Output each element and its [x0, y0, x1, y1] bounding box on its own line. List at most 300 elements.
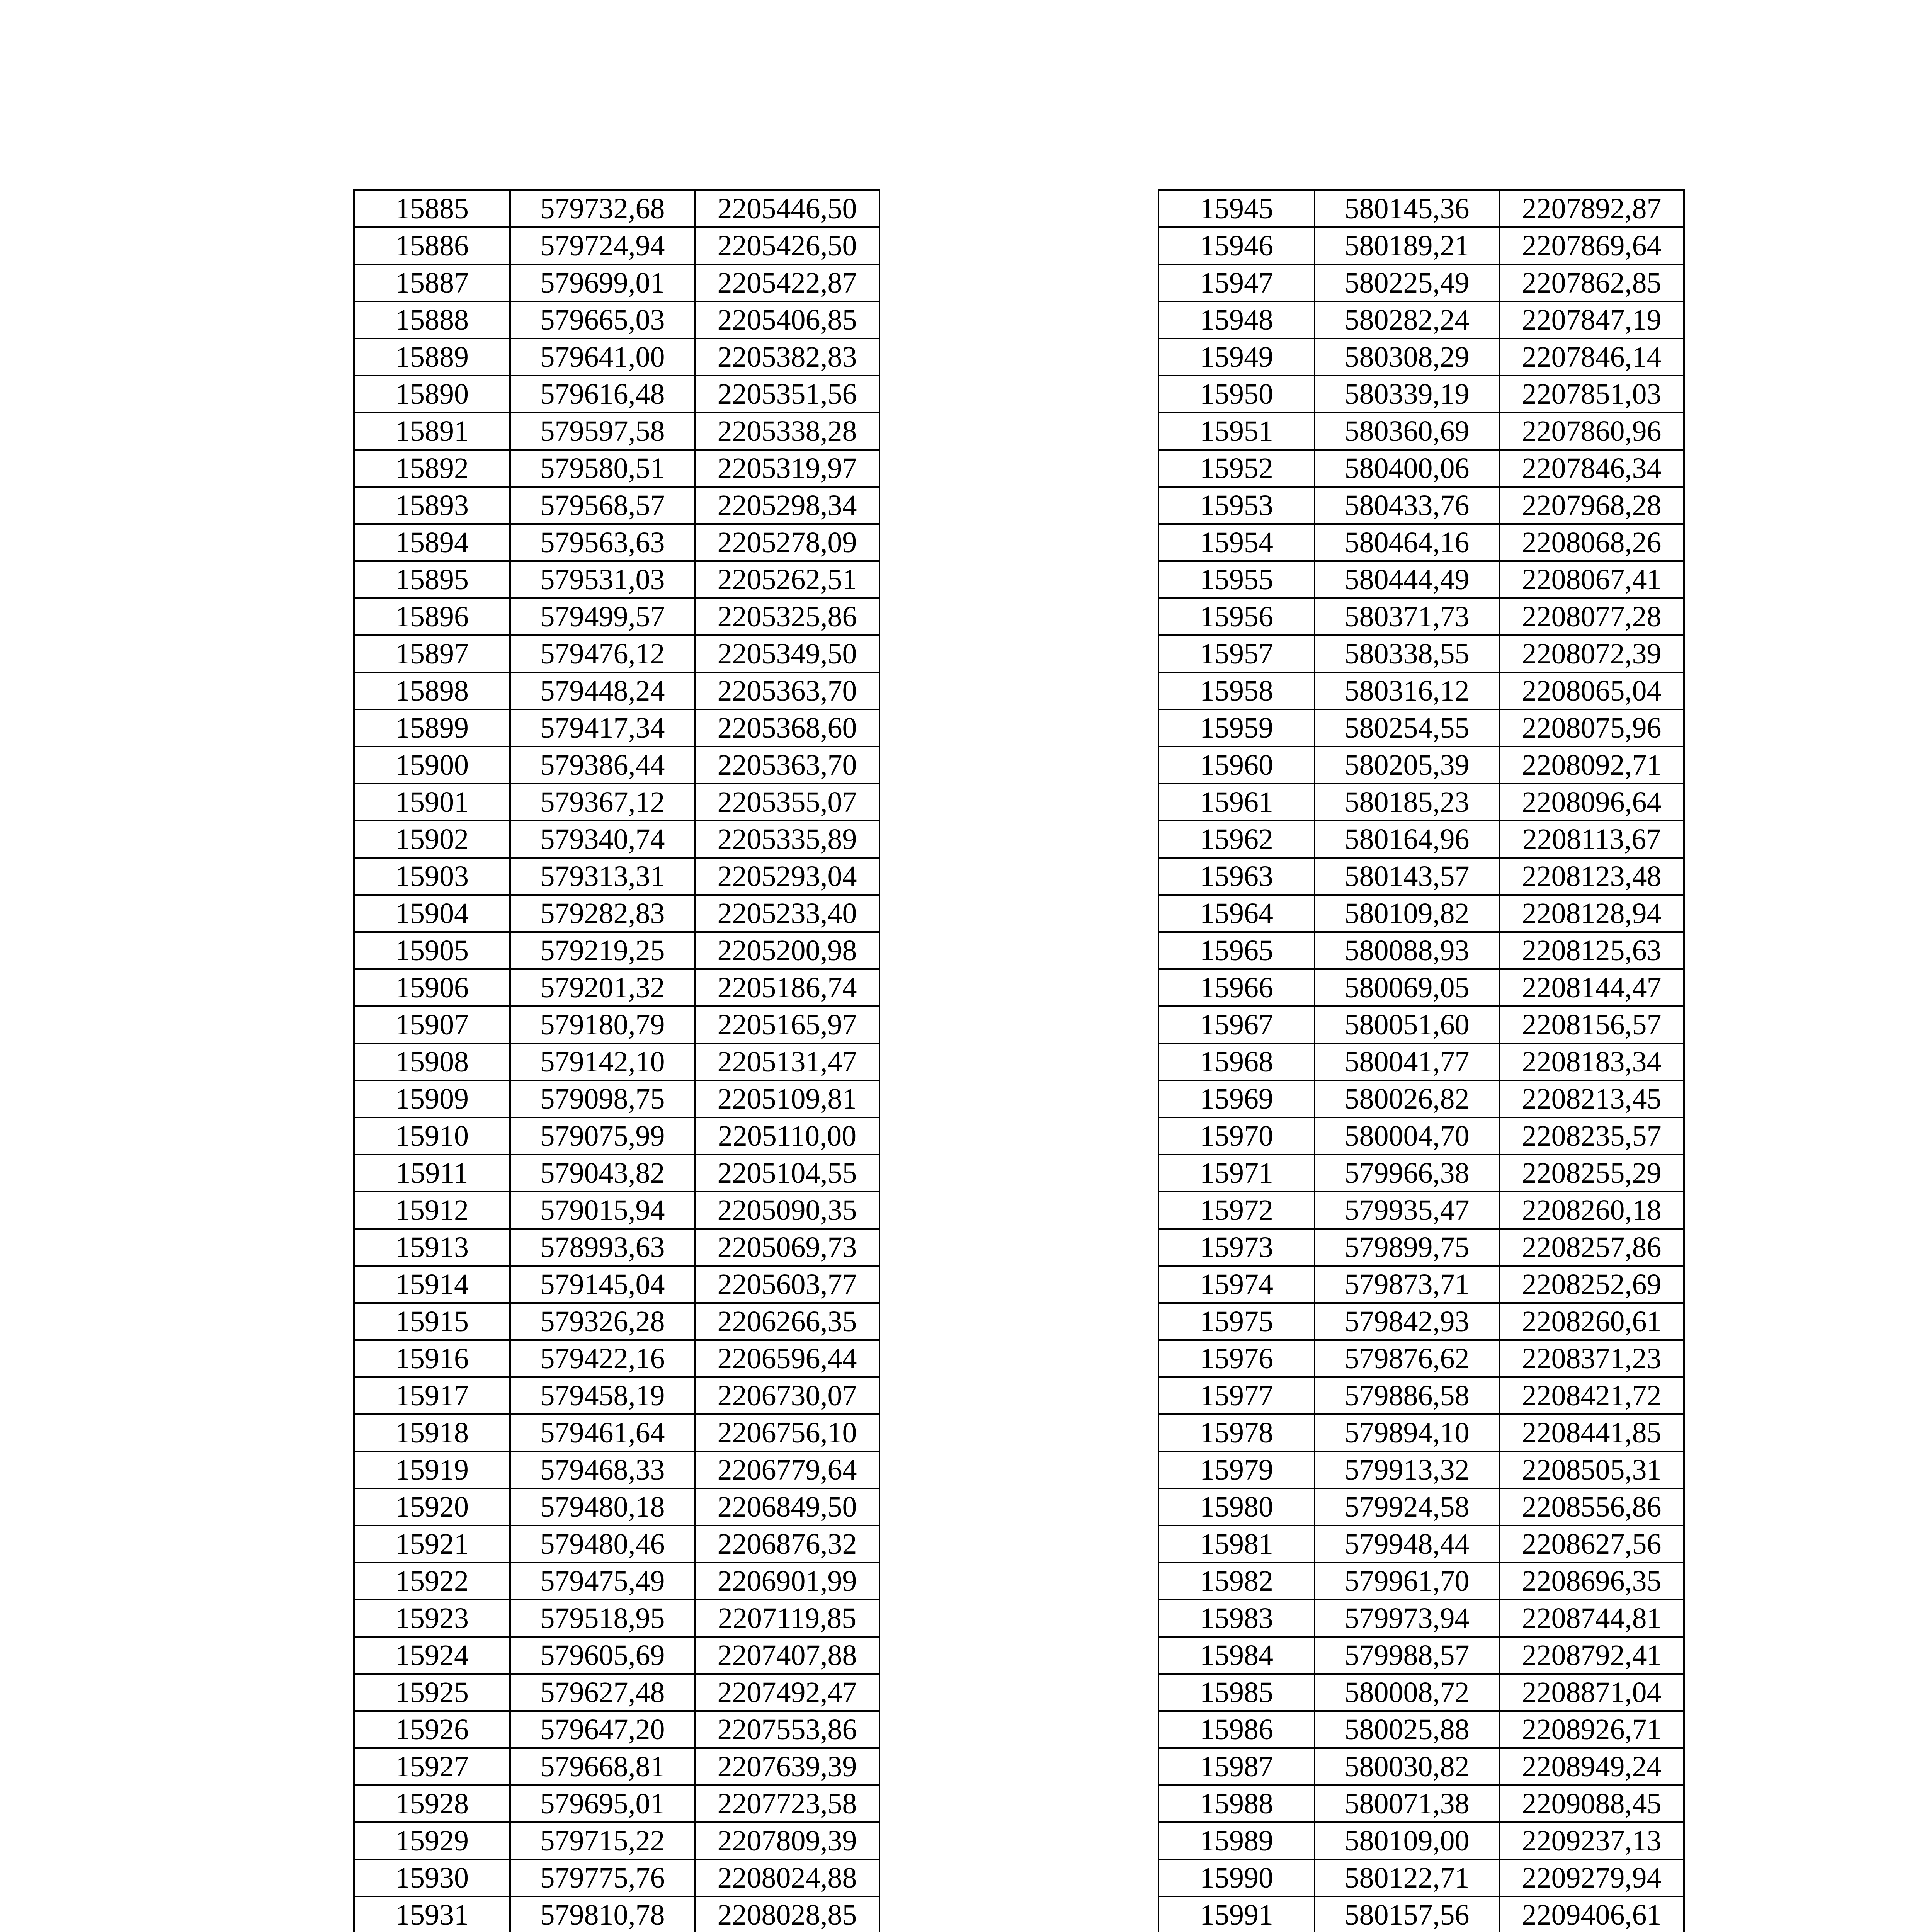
- point-number-cell: 15945: [1158, 190, 1315, 227]
- table-row: [1158, 1451, 1684, 1488]
- y-coordinate-cell: 2205426,50: [695, 227, 879, 264]
- x-coordinate-cell: 579340,74: [510, 821, 695, 858]
- point-number-cell: 15964: [1158, 895, 1315, 932]
- x-coordinate-cell: 580088,93: [1315, 932, 1499, 969]
- table-row: [354, 1377, 879, 1414]
- y-coordinate-cell: 2208067,41: [1499, 561, 1684, 598]
- table-row: [1158, 413, 1684, 450]
- x-coordinate-cell: 579180,79: [510, 1006, 695, 1043]
- point-number-cell: 15978: [1158, 1414, 1315, 1451]
- x-coordinate-cell: 580145,36: [1315, 190, 1499, 227]
- y-coordinate-cell: 2206779,64: [695, 1451, 879, 1488]
- x-coordinate-cell: 580157,56: [1315, 1896, 1499, 1932]
- table-row: [354, 821, 879, 858]
- y-coordinate-cell: 2205298,34: [695, 487, 879, 524]
- point-number-cell: 15951: [1158, 413, 1315, 450]
- point-number-cell: 15896: [354, 598, 510, 635]
- table-row: [1158, 1080, 1684, 1117]
- point-number-cell: 15891: [354, 413, 510, 450]
- y-coordinate-cell: 2208065,04: [1499, 672, 1684, 709]
- point-number-cell: 15928: [354, 1785, 510, 1822]
- point-number-cell: 15980: [1158, 1488, 1315, 1526]
- x-coordinate-cell: 579531,03: [510, 561, 695, 598]
- x-coordinate-cell: 579145,04: [510, 1266, 695, 1303]
- point-number-cell: 15958: [1158, 672, 1315, 709]
- table-row: [354, 1155, 879, 1192]
- table-row: [354, 1043, 879, 1080]
- point-number-cell: 15904: [354, 895, 510, 932]
- table-row: [354, 1785, 879, 1822]
- table-row: [1158, 1822, 1684, 1859]
- y-coordinate-cell: 2207892,87: [1499, 190, 1684, 227]
- point-number-cell: 15903: [354, 858, 510, 895]
- coordinate-table-left-body: [354, 190, 879, 1932]
- table-row: [1158, 1229, 1684, 1266]
- y-coordinate-cell: 2206901,99: [695, 1563, 879, 1600]
- point-number-cell: 15902: [354, 821, 510, 858]
- point-number-cell: 15910: [354, 1117, 510, 1155]
- table-row: [1158, 487, 1684, 524]
- point-number-cell: 15889: [354, 338, 510, 376]
- point-number-cell: 15949: [1158, 338, 1315, 376]
- point-number-cell: 15913: [354, 1229, 510, 1266]
- y-coordinate-cell: 2205603,77: [695, 1266, 879, 1303]
- table-row: [1158, 1711, 1684, 1748]
- table-row: [354, 1080, 879, 1117]
- x-coordinate-cell: 579699,01: [510, 264, 695, 301]
- table-row: [1158, 784, 1684, 821]
- table-row: [354, 709, 879, 747]
- point-number-cell: 15967: [1158, 1006, 1315, 1043]
- y-coordinate-cell: 2207847,19: [1499, 301, 1684, 338]
- table-row: [1158, 450, 1684, 487]
- x-coordinate-cell: 579098,75: [510, 1080, 695, 1117]
- y-coordinate-cell: 2208213,45: [1499, 1080, 1684, 1117]
- point-number-cell: 15885: [354, 190, 510, 227]
- x-coordinate-cell: 579886,58: [1315, 1377, 1499, 1414]
- x-coordinate-cell: 580316,12: [1315, 672, 1499, 709]
- point-number-cell: 15899: [354, 709, 510, 747]
- table-row: [354, 1192, 879, 1229]
- point-number-cell: 15908: [354, 1043, 510, 1080]
- point-number-cell: 15952: [1158, 450, 1315, 487]
- y-coordinate-cell: 2207407,88: [695, 1637, 879, 1674]
- point-number-cell: 15886: [354, 227, 510, 264]
- x-coordinate-cell: 580109,00: [1315, 1822, 1499, 1859]
- x-coordinate-cell: 580008,72: [1315, 1674, 1499, 1711]
- point-number-cell: 15986: [1158, 1711, 1315, 1748]
- x-coordinate-cell: 579665,03: [510, 301, 695, 338]
- x-coordinate-cell: 580189,21: [1315, 227, 1499, 264]
- point-number-cell: 15919: [354, 1451, 510, 1488]
- table-row: [354, 227, 879, 264]
- x-coordinate-cell: 580338,55: [1315, 635, 1499, 672]
- table-row: [354, 1711, 879, 1748]
- y-coordinate-cell: 2206730,07: [695, 1377, 879, 1414]
- table-row: [1158, 969, 1684, 1006]
- x-coordinate-cell: 580444,49: [1315, 561, 1499, 598]
- table-row: [354, 1822, 879, 1859]
- point-number-cell: 15892: [354, 450, 510, 487]
- table-row: [354, 1748, 879, 1785]
- x-coordinate-cell: 579988,57: [1315, 1637, 1499, 1674]
- y-coordinate-cell: 2207851,03: [1499, 376, 1684, 413]
- y-coordinate-cell: 2208260,18: [1499, 1192, 1684, 1229]
- table-row: [354, 1896, 879, 1932]
- table-row: [354, 338, 879, 376]
- table-row: [1158, 1192, 1684, 1229]
- x-coordinate-cell: 579461,64: [510, 1414, 695, 1451]
- point-number-cell: 15925: [354, 1674, 510, 1711]
- x-coordinate-cell: 580400,06: [1315, 450, 1499, 487]
- point-number-cell: 15984: [1158, 1637, 1315, 1674]
- table-row: [354, 784, 879, 821]
- point-number-cell: 15923: [354, 1600, 510, 1637]
- table-row: [1158, 1377, 1684, 1414]
- x-coordinate-cell: 579367,12: [510, 784, 695, 821]
- point-number-cell: 15888: [354, 301, 510, 338]
- x-coordinate-cell: 580041,77: [1315, 1043, 1499, 1080]
- y-coordinate-cell: 2205368,60: [695, 709, 879, 747]
- y-coordinate-cell: 2208871,04: [1499, 1674, 1684, 1711]
- coordinate-table-left: [353, 189, 880, 1932]
- point-number-cell: 15926: [354, 1711, 510, 1748]
- point-number-cell: 15954: [1158, 524, 1315, 561]
- y-coordinate-cell: 2207846,14: [1499, 338, 1684, 376]
- y-coordinate-cell: 2208257,86: [1499, 1229, 1684, 1266]
- table-row: [1158, 598, 1684, 635]
- y-coordinate-cell: 2205351,56: [695, 376, 879, 413]
- point-number-cell: 15989: [1158, 1822, 1315, 1859]
- x-coordinate-cell: 579142,10: [510, 1043, 695, 1080]
- table-row: [354, 1637, 879, 1674]
- x-coordinate-cell: 580109,82: [1315, 895, 1499, 932]
- table-row: [354, 1563, 879, 1600]
- table-row: [1158, 747, 1684, 784]
- x-coordinate-cell: 580164,96: [1315, 821, 1499, 858]
- y-coordinate-cell: 2208255,29: [1499, 1155, 1684, 1192]
- y-coordinate-cell: 2205446,50: [695, 190, 879, 227]
- point-number-cell: 15959: [1158, 709, 1315, 747]
- table-row: [1158, 1043, 1684, 1080]
- y-coordinate-cell: 2206596,44: [695, 1340, 879, 1377]
- x-coordinate-cell: 579924,58: [1315, 1488, 1499, 1526]
- x-coordinate-cell: 579668,81: [510, 1748, 695, 1785]
- point-number-cell: 15920: [354, 1488, 510, 1526]
- point-number-cell: 15907: [354, 1006, 510, 1043]
- x-coordinate-cell: 579695,01: [510, 1785, 695, 1822]
- x-coordinate-cell: 579480,46: [510, 1526, 695, 1563]
- point-number-cell: 15976: [1158, 1340, 1315, 1377]
- x-coordinate-cell: 579973,94: [1315, 1600, 1499, 1637]
- y-coordinate-cell: 2205110,00: [695, 1117, 879, 1155]
- table-row: [1158, 821, 1684, 858]
- y-coordinate-cell: 2209088,45: [1499, 1785, 1684, 1822]
- table-row: [354, 1266, 879, 1303]
- table-row: [1158, 264, 1684, 301]
- table-row: [1158, 1414, 1684, 1451]
- x-coordinate-cell: 579518,95: [510, 1600, 695, 1637]
- x-coordinate-cell: 580185,23: [1315, 784, 1499, 821]
- x-coordinate-cell: 580004,70: [1315, 1117, 1499, 1155]
- x-coordinate-cell: 579015,94: [510, 1192, 695, 1229]
- y-coordinate-cell: 2208926,71: [1499, 1711, 1684, 1748]
- table-row: [1158, 1637, 1684, 1674]
- table-row: [354, 487, 879, 524]
- x-coordinate-cell: 578993,63: [510, 1229, 695, 1266]
- table-row: [354, 895, 879, 932]
- x-coordinate-cell: 579647,20: [510, 1711, 695, 1748]
- x-coordinate-cell: 580371,73: [1315, 598, 1499, 635]
- point-number-cell: 15982: [1158, 1563, 1315, 1600]
- x-coordinate-cell: 579326,28: [510, 1303, 695, 1340]
- y-coordinate-cell: 2208075,96: [1499, 709, 1684, 747]
- y-coordinate-cell: 2207809,39: [695, 1822, 879, 1859]
- x-coordinate-cell: 579417,34: [510, 709, 695, 747]
- y-coordinate-cell: 2205335,89: [695, 821, 879, 858]
- x-coordinate-cell: 579476,12: [510, 635, 695, 672]
- y-coordinate-cell: 2208505,31: [1499, 1451, 1684, 1488]
- y-coordinate-cell: 2208252,69: [1499, 1266, 1684, 1303]
- point-number-cell: 15974: [1158, 1266, 1315, 1303]
- y-coordinate-cell: 2205069,73: [695, 1229, 879, 1266]
- table-row: [1158, 858, 1684, 895]
- x-coordinate-cell: 579580,51: [510, 450, 695, 487]
- x-coordinate-cell: 579732,68: [510, 190, 695, 227]
- table-row: [354, 1526, 879, 1563]
- x-coordinate-cell: 579724,94: [510, 227, 695, 264]
- y-coordinate-cell: 2207860,96: [1499, 413, 1684, 450]
- table-row: [354, 524, 879, 561]
- y-coordinate-cell: 2208113,67: [1499, 821, 1684, 858]
- x-coordinate-cell: 580308,29: [1315, 338, 1499, 376]
- x-coordinate-cell: 580071,38: [1315, 1785, 1499, 1822]
- y-coordinate-cell: 2208077,28: [1499, 598, 1684, 635]
- point-number-cell: 15990: [1158, 1859, 1315, 1896]
- table-row: [354, 858, 879, 895]
- y-coordinate-cell: 2205319,97: [695, 450, 879, 487]
- point-number-cell: 15963: [1158, 858, 1315, 895]
- x-coordinate-cell: 579468,33: [510, 1451, 695, 1488]
- y-coordinate-cell: 2206849,50: [695, 1488, 879, 1526]
- x-coordinate-cell: 580051,60: [1315, 1006, 1499, 1043]
- table-row: [354, 1488, 879, 1526]
- point-number-cell: 15977: [1158, 1377, 1315, 1414]
- table-row: [1158, 524, 1684, 561]
- y-coordinate-cell: 2208441,85: [1499, 1414, 1684, 1451]
- y-coordinate-cell: 2205293,04: [695, 858, 879, 895]
- point-number-cell: 15915: [354, 1303, 510, 1340]
- y-coordinate-cell: 2208421,72: [1499, 1377, 1684, 1414]
- y-coordinate-cell: 2208744,81: [1499, 1600, 1684, 1637]
- point-number-cell: 15956: [1158, 598, 1315, 635]
- table-row: [1158, 1896, 1684, 1932]
- table-row: [1158, 1563, 1684, 1600]
- table-row: [1158, 1266, 1684, 1303]
- x-coordinate-cell: 579605,69: [510, 1637, 695, 1674]
- x-coordinate-cell: 579448,24: [510, 672, 695, 709]
- point-number-cell: 15969: [1158, 1080, 1315, 1117]
- y-coordinate-cell: 2205325,86: [695, 598, 879, 635]
- x-coordinate-cell: 580122,71: [1315, 1859, 1499, 1896]
- point-number-cell: 15948: [1158, 301, 1315, 338]
- y-coordinate-cell: 2207553,86: [695, 1711, 879, 1748]
- point-number-cell: 15921: [354, 1526, 510, 1563]
- y-coordinate-cell: 2205278,09: [695, 524, 879, 561]
- table-row: [1158, 1859, 1684, 1896]
- y-coordinate-cell: 2208260,61: [1499, 1303, 1684, 1340]
- table-row: [1158, 190, 1684, 227]
- table-row: [1158, 1785, 1684, 1822]
- table-row: [354, 1600, 879, 1637]
- y-coordinate-cell: 2205109,81: [695, 1080, 879, 1117]
- table-row: [354, 376, 879, 413]
- table-row: [354, 1340, 879, 1377]
- y-coordinate-cell: 2207492,47: [695, 1674, 879, 1711]
- table-row: [1158, 672, 1684, 709]
- y-coordinate-cell: 2207869,64: [1499, 227, 1684, 264]
- table-row: [354, 1117, 879, 1155]
- x-coordinate-cell: 579873,71: [1315, 1266, 1499, 1303]
- x-coordinate-cell: 579894,10: [1315, 1414, 1499, 1451]
- x-coordinate-cell: 579499,57: [510, 598, 695, 635]
- point-number-cell: 15930: [354, 1859, 510, 1896]
- point-number-cell: 15918: [354, 1414, 510, 1451]
- table-row: [354, 190, 879, 227]
- point-number-cell: 15929: [354, 1822, 510, 1859]
- point-number-cell: 15971: [1158, 1155, 1315, 1192]
- table-row: [354, 264, 879, 301]
- point-number-cell: 15916: [354, 1340, 510, 1377]
- y-coordinate-cell: 2209406,61: [1499, 1896, 1684, 1932]
- y-coordinate-cell: 2205363,70: [695, 747, 879, 784]
- x-coordinate-cell: 579935,47: [1315, 1192, 1499, 1229]
- point-number-cell: 15985: [1158, 1674, 1315, 1711]
- y-coordinate-cell: 2208072,39: [1499, 635, 1684, 672]
- table-row: [1158, 1303, 1684, 1340]
- x-coordinate-cell: 579282,83: [510, 895, 695, 932]
- point-number-cell: 15957: [1158, 635, 1315, 672]
- x-coordinate-cell: 579313,31: [510, 858, 695, 895]
- y-coordinate-cell: 2206876,32: [695, 1526, 879, 1563]
- table-row: [1158, 1526, 1684, 1563]
- y-coordinate-cell: 2205104,55: [695, 1155, 879, 1192]
- y-coordinate-cell: 2208028,85: [695, 1896, 879, 1932]
- table-row: [1158, 1117, 1684, 1155]
- x-coordinate-cell: 579715,22: [510, 1822, 695, 1859]
- table-row: [1158, 1674, 1684, 1711]
- point-number-cell: 15972: [1158, 1192, 1315, 1229]
- y-coordinate-cell: 2208144,47: [1499, 969, 1684, 1006]
- point-number-cell: 15947: [1158, 264, 1315, 301]
- x-coordinate-cell: 579043,82: [510, 1155, 695, 1192]
- coordinate-table-right-body: [1158, 190, 1684, 1932]
- y-coordinate-cell: 2208183,34: [1499, 1043, 1684, 1080]
- x-coordinate-cell: 580205,39: [1315, 747, 1499, 784]
- coordinate-table-right: [1158, 189, 1685, 1932]
- x-coordinate-cell: 579075,99: [510, 1117, 695, 1155]
- table-row: [354, 1414, 879, 1451]
- table-row: [1158, 635, 1684, 672]
- y-coordinate-cell: 2205233,40: [695, 895, 879, 932]
- point-number-cell: 15909: [354, 1080, 510, 1117]
- point-number-cell: 15975: [1158, 1303, 1315, 1340]
- point-number-cell: 15887: [354, 264, 510, 301]
- point-number-cell: 15962: [1158, 821, 1315, 858]
- y-coordinate-cell: 2205355,07: [695, 784, 879, 821]
- point-number-cell: 15914: [354, 1266, 510, 1303]
- point-number-cell: 15895: [354, 561, 510, 598]
- point-number-cell: 15970: [1158, 1117, 1315, 1155]
- point-number-cell: 15900: [354, 747, 510, 784]
- x-coordinate-cell: 580339,19: [1315, 376, 1499, 413]
- table-row: [1158, 227, 1684, 264]
- point-number-cell: 15987: [1158, 1748, 1315, 1785]
- y-coordinate-cell: 2205363,70: [695, 672, 879, 709]
- y-coordinate-cell: 2209279,94: [1499, 1859, 1684, 1896]
- y-coordinate-cell: 2205406,85: [695, 301, 879, 338]
- table-row: [354, 1451, 879, 1488]
- y-coordinate-cell: 2208092,71: [1499, 747, 1684, 784]
- point-number-cell: 15905: [354, 932, 510, 969]
- x-coordinate-cell: 579627,48: [510, 1674, 695, 1711]
- x-coordinate-cell: 579568,57: [510, 487, 695, 524]
- x-coordinate-cell: 580254,55: [1315, 709, 1499, 747]
- x-coordinate-cell: 580026,82: [1315, 1080, 1499, 1117]
- point-number-cell: 15912: [354, 1192, 510, 1229]
- point-number-cell: 15917: [354, 1377, 510, 1414]
- table-row: [1158, 895, 1684, 932]
- x-coordinate-cell: 579810,78: [510, 1896, 695, 1932]
- x-coordinate-cell: 579641,00: [510, 338, 695, 376]
- y-coordinate-cell: 2208123,48: [1499, 858, 1684, 895]
- point-number-cell: 15897: [354, 635, 510, 672]
- table-row: [1158, 932, 1684, 969]
- point-number-cell: 15968: [1158, 1043, 1315, 1080]
- table-row: [354, 672, 879, 709]
- y-coordinate-cell: 2208627,56: [1499, 1526, 1684, 1563]
- table-row: [354, 1859, 879, 1896]
- table-row: [354, 747, 879, 784]
- x-coordinate-cell: 579219,25: [510, 932, 695, 969]
- x-coordinate-cell: 579616,48: [510, 376, 695, 413]
- table-row: [354, 1303, 879, 1340]
- x-coordinate-cell: 579201,32: [510, 969, 695, 1006]
- y-coordinate-cell: 2205090,35: [695, 1192, 879, 1229]
- x-coordinate-cell: 580025,88: [1315, 1711, 1499, 1748]
- x-coordinate-cell: 579475,49: [510, 1563, 695, 1600]
- table-row: [354, 301, 879, 338]
- x-coordinate-cell: 579480,18: [510, 1488, 695, 1526]
- y-coordinate-cell: 2208235,57: [1499, 1117, 1684, 1155]
- y-coordinate-cell: 2209237,13: [1499, 1822, 1684, 1859]
- y-coordinate-cell: 2207119,85: [695, 1600, 879, 1637]
- table-row: [354, 635, 879, 672]
- point-number-cell: 15946: [1158, 227, 1315, 264]
- x-coordinate-cell: 579775,76: [510, 1859, 695, 1896]
- y-coordinate-cell: 2208696,35: [1499, 1563, 1684, 1600]
- table-row: [1158, 301, 1684, 338]
- point-number-cell: 15960: [1158, 747, 1315, 784]
- point-number-cell: 15893: [354, 487, 510, 524]
- y-coordinate-cell: 2205200,98: [695, 932, 879, 969]
- table-row: [1158, 709, 1684, 747]
- x-coordinate-cell: 580360,69: [1315, 413, 1499, 450]
- point-number-cell: 15973: [1158, 1229, 1315, 1266]
- y-coordinate-cell: 2205382,83: [695, 338, 879, 376]
- y-coordinate-cell: 2205338,28: [695, 413, 879, 450]
- y-coordinate-cell: 2205165,97: [695, 1006, 879, 1043]
